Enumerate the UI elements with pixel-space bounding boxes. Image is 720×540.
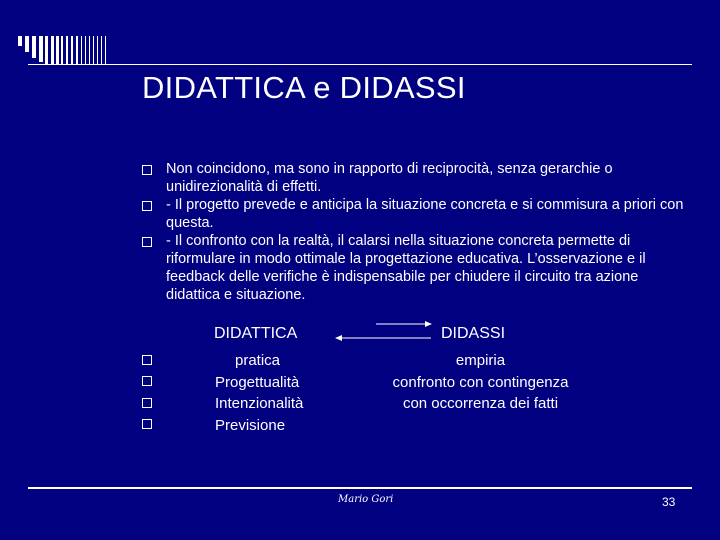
slide-title: DIDATTICA e DIDASSI	[142, 70, 466, 105]
didattica-item: Intenzionalità	[215, 395, 304, 412]
double-arrow-icon	[333, 317, 435, 345]
bullet-item	[142, 232, 687, 304]
bullet-item	[142, 160, 687, 196]
page-number: 33	[662, 495, 676, 509]
square-bullet-icon	[142, 201, 152, 211]
bullet-item	[142, 196, 687, 232]
bullet-list	[142, 160, 687, 304]
didattica-item: Progettualità	[215, 373, 300, 391]
didattica-item: pratica	[235, 352, 281, 369]
square-bullet-icon	[142, 376, 152, 386]
square-bullet-icon	[142, 237, 152, 247]
didassi-item: con occorrenza dei fatti	[402, 395, 559, 412]
square-bullet-icon	[142, 419, 152, 429]
title-divider	[28, 64, 692, 65]
didassi-item: confronto con contingenza	[392, 373, 569, 391]
didattica-item: Previsione	[215, 416, 286, 434]
didassi-item: empiria	[455, 352, 506, 369]
footer-author: Mario Gori	[338, 494, 394, 505]
didassi-heading: DIDASSI	[441, 325, 506, 342]
square-bullet-icon	[142, 165, 152, 175]
didattica-items	[215, 350, 310, 436]
square-bullet-icon	[142, 398, 152, 408]
bullet-text: - Il progetto prevede e anticipa la situazione concreta e si commisura a priori con questa.	[166, 197, 684, 231]
bullet-text: - Il confronto con la realtà, il calarsi nella situazione concreta permette di riformulare in modo ottimale la progettazione educativa. L’osservazione e il feedback delle verifiche è indispensabile per chiudere il circuito tra azione didattica e situazione.	[166, 233, 646, 303]
footer-divider	[28, 487, 692, 489]
square-bullet-icon	[142, 355, 152, 365]
bullet-text: Non coincidono, ma sono in rapporto di reciprocità, senza gerarchie o unidirezionalità di effetti.	[166, 161, 613, 195]
didattica-heading: DIDATTICA	[214, 325, 298, 342]
didassi-items	[383, 350, 578, 415]
